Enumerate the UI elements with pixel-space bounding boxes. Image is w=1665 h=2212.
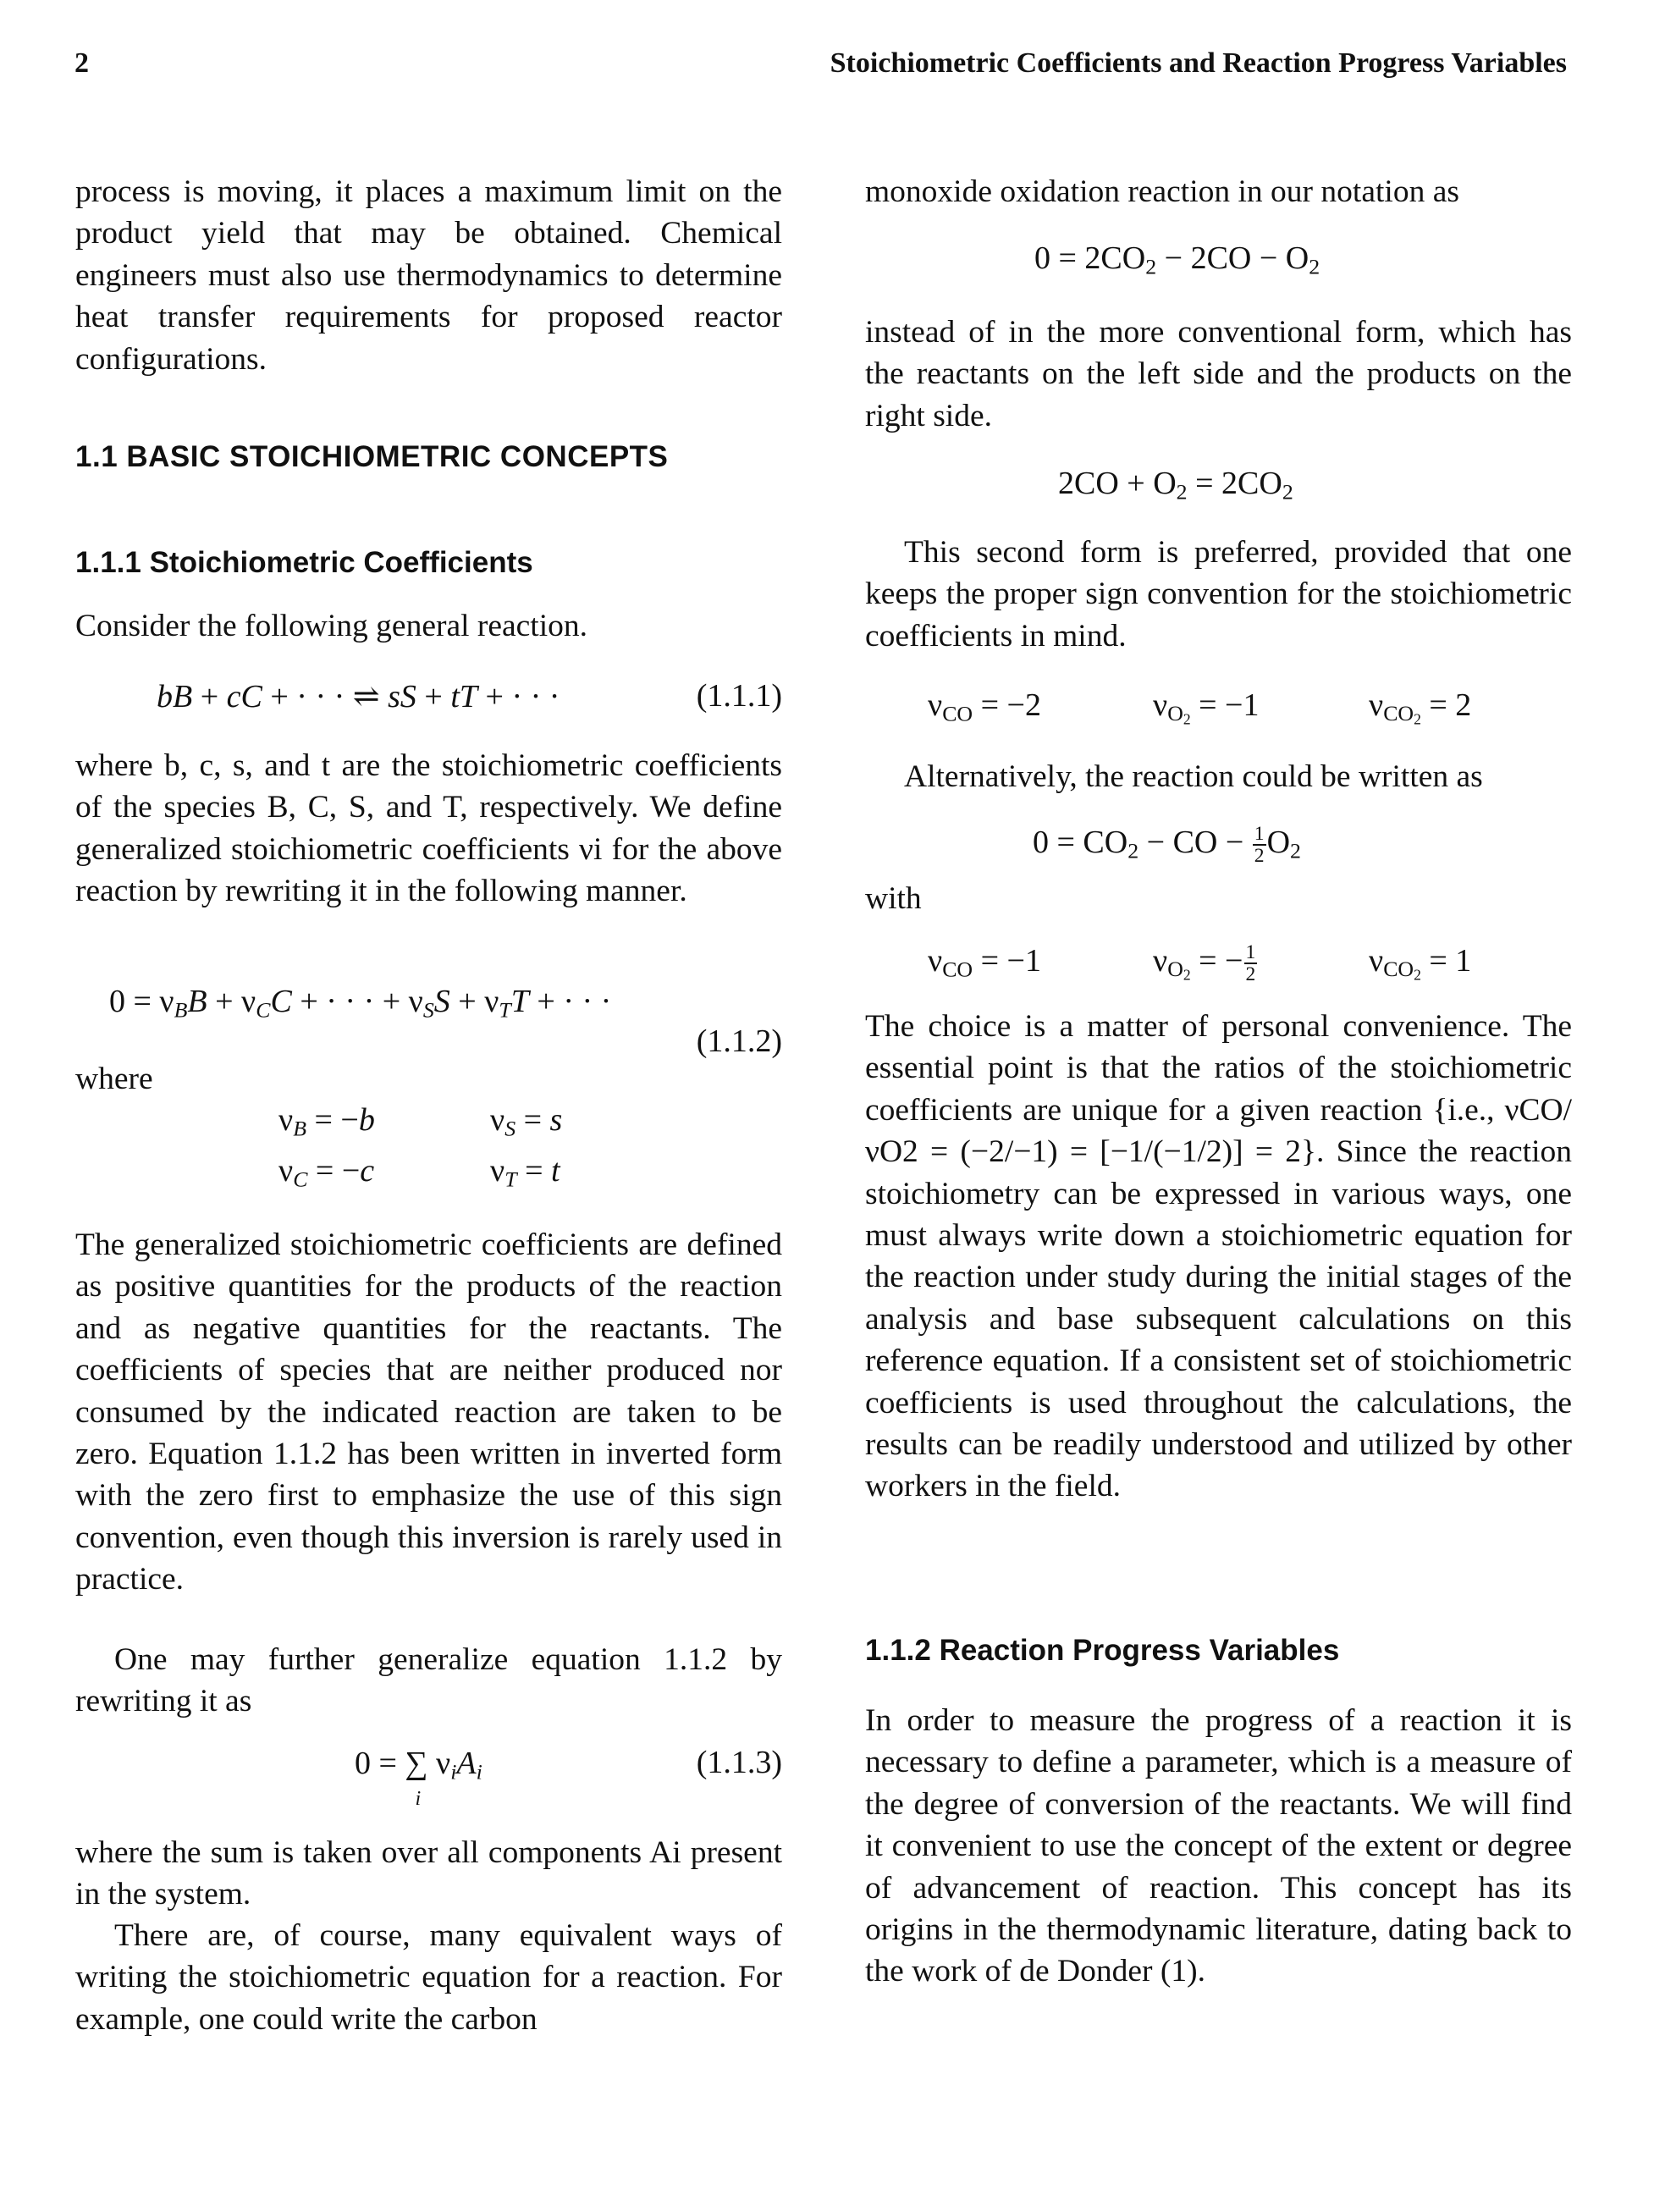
equation-1-1-1: bB + cC + · · · ⇌ sS + tT + · · · (157, 679, 560, 714)
equation-1-1-3: 0 = ∑ i $\nu_iA_i$ (355, 1746, 482, 1810)
paragraph-consider: Consider the following general reaction. (75, 609, 588, 643)
where-label: where (75, 1062, 153, 1096)
running-title: Stoichiometric Coefficients and Reaction Progress Variables (830, 47, 1567, 79)
paragraph-ways: There are, of course, many equivalent ways of writing the stoichiometric equation for a reaction. For example, one could write the carbon (75, 1918, 782, 2037)
nu-o2-value-2: $\nu_{O_2}$ = − $\frac{1}{2}$ (1153, 941, 1256, 986)
definition-nu-t: $\nu_T = t$ (490, 1153, 560, 1192)
paragraph-intro: process is moving, it places a maximum limit on the product yield that may be obtained. Chemical engineers must also use thermodynamics to determine heat transfer requirements for proposed reactor configurations. (75, 174, 782, 377)
nu-o2-value: $\nu_{O_2} = -1$ (1153, 687, 1260, 728)
paragraph-where-coefficients: where b, c, s, and t are the stoichiometric coefficients of the species B, C, S, and T, respectively. We define generalized stoichiometric coefficients νi for the above reaction by rewriting it in the following manner. (75, 748, 782, 909)
subsection-heading-1-1-2: 1.1.2 Reaction Progress Variables (865, 1634, 1340, 1667)
equation-co-oxidation-conventional: $2CO + O_2 = 2CO_2$ (1058, 466, 1293, 505)
definition-nu-c: $\nu_C = -c$ (278, 1153, 375, 1192)
subsection-heading-1-1-1: 1.1.1 Stoichiometric Coefficients (75, 546, 533, 579)
paragraph-instead: instead of in the more conventional form, which has the reactants on the left side and the products on the right side. (865, 315, 1572, 433)
paragraph-monoxide: monoxide oxidation reaction in our notation as (865, 174, 1459, 209)
paragraph-choice: The choice is a matter of personal convenience. The essential point is that the ratios of the stoichiometric coefficients are unique for a given reaction {i.e., νCO/νO2 = (−2/−1) = [−1/(−1/2)] = 2}. Since the reaction stoichiometry can be expressed in various ways, one must always write down a stoichiometric equation for the reaction under study during the initial stages of the analysis and base subsequent calculations on this reference equation. If a consistent set of stoichiometric coefficients is used throughout the calculations, the results can be readily understood and utilized by other workers in the field. (865, 1009, 1572, 1504)
nu-co-value: $\nu_{CO} = -2$ (928, 687, 1041, 726)
paragraph-sum: where the sum is taken over all components Ai present in the system. (75, 1835, 782, 1912)
page-number: 2 (74, 47, 89, 79)
definition-nu-b: $\nu_B = -b$ (278, 1102, 375, 1141)
equation-number-1-1-1: (1.1.1) (696, 678, 782, 714)
equation-1-1-2: $0 = \nu_BB + \nu_CC$ + · · · + $\nu_SS + \nu_TT$ + · · · (109, 984, 612, 1023)
paragraph-generalized: The generalized stoichiometric coefficients are defined as positive quantities for the products of the reaction and as negative quantities for the reactants. The coefficients of species that are neither produced nor consumed by the indicated reaction are taken to be zero. Equation 1.1.2 has been written in inverted form with the zero first to emphasize the use of this sign convention, even though this inversion is rarely used in practice. (75, 1227, 782, 1597)
paragraph-progress: In order to measure the progress of a reaction it is necessary to define a parameter, which is a measure of the degree of conversion of the reactants. We will find it convenient to use the concept of the extent or degree of advancement of reaction. This concept has its origins in the thermodynamic literature, dating back to the work of de Donder (1). (865, 1703, 1572, 1989)
equation-number-1-1-2: (1.1.2) (696, 1023, 782, 1059)
with-label: with (865, 881, 922, 916)
equation-number-1-1-3: (1.1.3) (696, 1745, 782, 1780)
paragraph-second-form: This second form is preferred, provided that one keeps the proper sign convention for the stoichiometric coefficients in mind. (865, 535, 1572, 654)
paragraph-alternatively: Alternatively, the reaction could be written as (904, 759, 1483, 794)
nu-co2-value: $\nu_{CO_2} = 2$ (1369, 687, 1472, 728)
equation-co-oxidation-inverted: $0 = 2CO_2 - 2CO - O_2$ (1034, 240, 1320, 279)
equation-co-oxidation-half: $0 = CO_2$ − CO − $\frac{1}{2}$ $O_2$ (1033, 822, 1301, 868)
nu-co-value-2: $\nu_{CO} = -1$ (928, 943, 1041, 982)
paragraph-further: One may further generalize equation 1.1.2 by rewriting it as (75, 1642, 782, 1719)
nu-co2-value-2: $\nu_{CO_2} = 1$ (1369, 943, 1472, 984)
definition-nu-s: $\nu_S = s$ (490, 1102, 563, 1141)
section-heading: 1.1 BASIC STOICHIOMETRIC CONCEPTS (75, 440, 669, 473)
